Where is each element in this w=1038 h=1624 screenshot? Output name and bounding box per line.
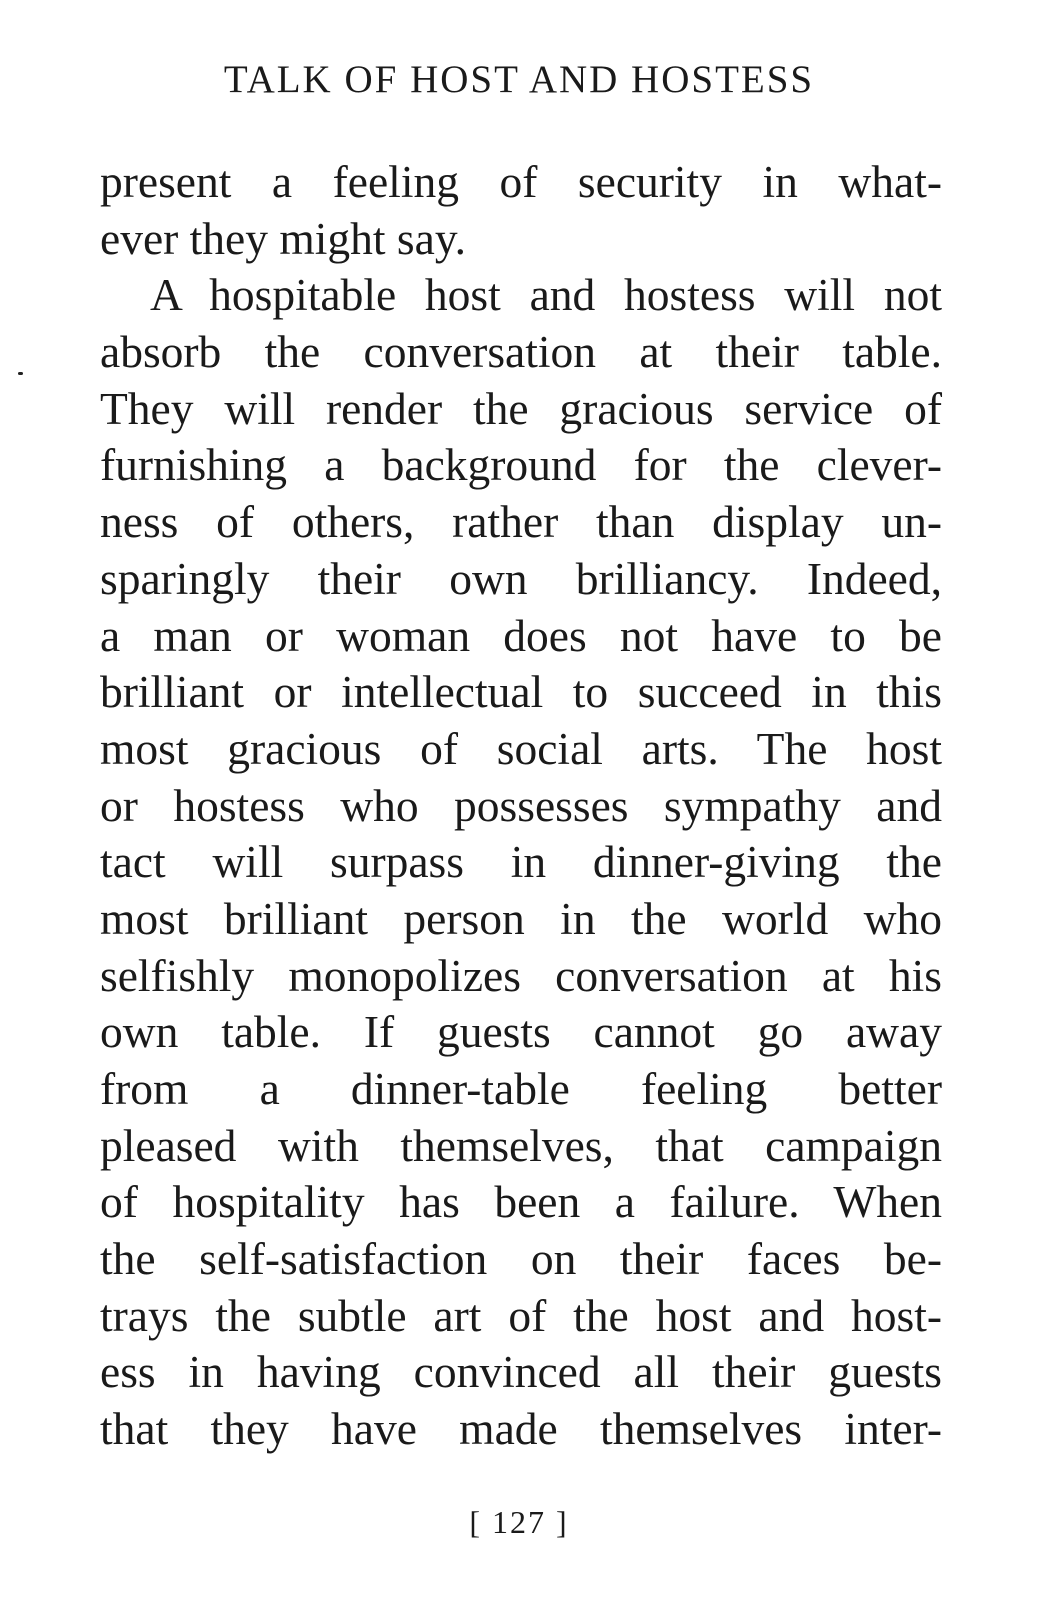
- text-line: ess in having convinced all their guests: [100, 1346, 942, 1398]
- text-line: of hospitality has been a failure. When: [100, 1176, 942, 1228]
- text-line: most gracious of social arts. The host: [100, 722, 942, 774]
- text-line: own table. If guests cannot go away: [100, 1006, 942, 1058]
- text-line: trays the subtle art of the host and host-: [100, 1289, 942, 1341]
- text-line: ness of others, rather than display un-: [100, 496, 942, 548]
- text-line: present a feeling of security in what-: [100, 156, 942, 207]
- body-text: [100, 154, 942, 1458]
- text-line: the self-satisfaction on their faces be-: [100, 1233, 942, 1285]
- text-line: selfishly monopolizes conversation at his: [100, 949, 942, 1001]
- page-number: [ 127 ]: [469, 1504, 569, 1540]
- text-line: ever they might say.: [100, 212, 466, 264]
- running-head: TALK OF HOST AND HOSTESS: [223, 58, 815, 101]
- text-line: furnishing a background for the clever-: [100, 439, 942, 491]
- text-line: from a dinner-table feeling better: [100, 1063, 942, 1114]
- text-line: brilliant or intellectual to succeed in this: [100, 666, 942, 718]
- text-line: pleased with themselves, that campaign: [100, 1119, 942, 1171]
- text-line: most brilliant person in the world who: [100, 892, 942, 944]
- text-line: sparingly their own brilliancy. Indeed,: [100, 552, 942, 604]
- text-line: absorb the conversation at their table.: [100, 326, 942, 378]
- text-line: that they have made themselves inter-: [100, 1403, 942, 1455]
- ink-speck: [18, 372, 23, 375]
- text-line: tact will surpass in dinner-giving the: [100, 836, 942, 888]
- text-line: A hospitable host and hostess will not: [150, 269, 942, 321]
- text-line: They will render the gracious service of: [100, 382, 942, 434]
- text-line: a man or woman does not have to be: [100, 609, 942, 661]
- text-line: or hostess who possesses sympathy and: [100, 779, 942, 831]
